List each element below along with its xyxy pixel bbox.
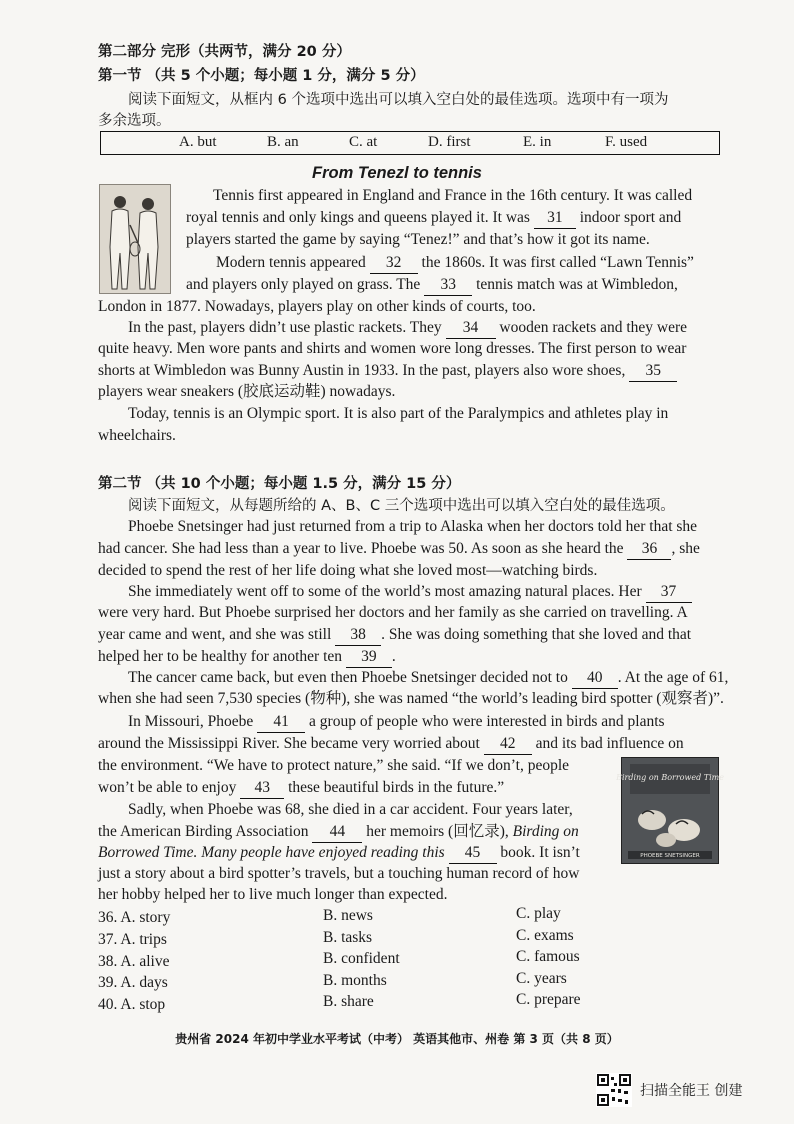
p3-line-4: players wear sneakers (胶底运动鞋) nowadays. xyxy=(98,383,396,400)
passage-title: From Tenezl to tennis xyxy=(312,164,482,182)
p4-line-2: wheelchairs. xyxy=(98,427,176,444)
blank-31[interactable]: 31 xyxy=(534,208,576,229)
choice-38-b[interactable]: B. confident xyxy=(323,950,400,967)
choice-37-c[interactable]: C. exams xyxy=(516,927,574,944)
p3-line-2: quite heavy. Men wore pants and shirts and women wore long dresses. The first person to wear xyxy=(98,340,687,357)
option-b: B. an xyxy=(267,134,299,150)
blank-42[interactable]: 42 xyxy=(484,734,532,755)
blank-36[interactable]: 36 xyxy=(627,539,671,560)
option-f: F. used xyxy=(605,134,648,150)
blank-33[interactable]: 33 xyxy=(424,275,472,296)
choice-40-c[interactable]: C. prepare xyxy=(516,991,581,1008)
s2-p1-line-3: decided to spend the rest of her life doing what she loved most—watching birds. xyxy=(98,562,598,579)
section1-instruction-cont: 多余选项。 xyxy=(98,113,171,129)
s2-p5-line-5: her hobby helped her to live much longer than expected. xyxy=(98,886,448,903)
p1-line-2: royal tennis and only kings and queens played it. It was 31 indoor sport and xyxy=(186,208,681,229)
s2-p2-line-4: helped her to be healthy for another ten 39 . xyxy=(98,647,396,668)
p1-line-3: players started the game by saying “Tenez!” and that’s how it got its name. xyxy=(186,231,650,248)
choice-40-b[interactable]: B. share xyxy=(323,993,374,1010)
option-d: D. first xyxy=(428,134,471,150)
scanner-label: 扫描全能王 创建 xyxy=(640,1083,743,1099)
section1-heading: 第一节 （共 5 个小题；每小题 1 分，满分 5 分） xyxy=(98,68,425,84)
scanner-watermark xyxy=(596,1073,742,1107)
choice-36-a[interactable]: 36. A. story xyxy=(98,909,171,926)
p4-line-1: Today, tennis is an Olympic sport. It is also part of the Paralympics and athletes play in xyxy=(128,405,669,422)
blank-34[interactable]: 34 xyxy=(446,318,496,339)
choice-39-b[interactable]: B. months xyxy=(323,972,387,989)
blank-37[interactable]: 37 xyxy=(646,582,692,603)
p3-line-3: shorts at Wimbledon was Bunny Austin in 1933. In the past, players also wore shoes, 35 xyxy=(98,361,677,382)
blank-32[interactable]: 32 xyxy=(370,253,418,274)
p2-line-1: Modern tennis appeared 32 the 1860s. It was first called “Lawn Tennis” xyxy=(216,253,694,274)
s2-p5-line-4: just a story about a bird spotter’s travels, but a touching human record of how xyxy=(98,865,580,882)
choice-39-c[interactable]: C. years xyxy=(516,970,567,987)
option-a: A. but xyxy=(179,134,217,150)
p3-line-1: In the past, players didn’t use plastic rackets. They 34 wooden rackets and they were xyxy=(128,318,687,339)
part2-heading: 第二部分 完形（共两节，满分 20 分） xyxy=(98,44,351,60)
page-footer: 贵州省 2024 年初中学业水平考试（中考） 英语其他市、州卷 第 3 页（共 8 页） xyxy=(175,1032,619,1046)
s2-p5-line-1: Sadly, when Phoebe was 68, she died in a car accident. Four years later, xyxy=(128,801,573,818)
section2-heading: 第二节 （共 10 个小题；每小题 1.5 分，满分 15 分） xyxy=(98,476,461,492)
options-box xyxy=(100,131,720,155)
s2-p2-line-2: were very hard. But Phoebe surprised her doctors and her family as she carried on travelling. A xyxy=(98,604,688,621)
s2-p4-line-3: the environment. “We have to protect nature,” she said. “If we don’t, people xyxy=(98,757,570,774)
option-c: C. at xyxy=(349,134,378,150)
choice-36-c[interactable]: C. play xyxy=(516,905,561,922)
p2-line-3: London in 1877. Nowadays, players play on other kinds of courts, too. xyxy=(98,298,536,315)
choice-38-a[interactable]: 38. A. alive xyxy=(98,953,170,970)
s2-p4-line-2: around the Mississippi River. She became very worried about 42 and its bad influence on xyxy=(98,734,684,755)
s2-p1-line-1: Phoebe Snetsinger had just returned from a trip to Alaska when her doctors told her that she xyxy=(128,518,698,535)
blank-40[interactable]: 40 xyxy=(572,668,618,689)
s2-p1-line-2: had cancer. She had less than a year to live. Phoebe was 50. As soon as she heard the 36 , she xyxy=(98,539,700,560)
book-cover-author: PHOEBE SNETSINGER xyxy=(640,853,700,859)
choice-36-b[interactable]: B. news xyxy=(323,907,373,924)
s2-p3-line-1: The cancer came back, but even then Phoebe Snetsinger decided not to 40 . At the age of 61, xyxy=(128,668,728,689)
choice-37-b[interactable]: B. tasks xyxy=(323,929,373,946)
section1-instruction: 阅读下面短文，从框内 6 个选项中选出可以填入空白处的最佳选项。选项中有一项为 xyxy=(128,92,669,108)
s2-p2-line-3: year came and went, and she was still 38 . She was doing something that she loved and that xyxy=(98,625,691,646)
choice-39-a[interactable]: 39. A. days xyxy=(98,974,168,991)
s2-p5-line-3: Borrowed Time. Many people have enjoyed reading this 45 book. It isn’t xyxy=(98,843,580,864)
blank-45[interactable]: 45 xyxy=(449,843,497,864)
blank-44[interactable]: 44 xyxy=(312,822,362,843)
s2-p2-line-1: She immediately went off to some of the world’s most amazing natural places. Her 37 xyxy=(128,582,692,603)
blank-38[interactable]: 38 xyxy=(335,625,381,646)
s2-p3-line-2: when she had seen 7,530 species (物种), she was named “the world’s leading bird spotter (观察者)”. xyxy=(98,690,724,707)
s2-p4-line-1: In Missouri, Phoebe 41 a group of people who were interested in birds and plants xyxy=(128,712,665,733)
s2-p4-line-4: won’t be able to enjoy 43 these beautiful birds in the future.” xyxy=(98,778,504,799)
tennis-players-photo xyxy=(99,184,171,294)
blank-41[interactable]: 41 xyxy=(257,712,305,733)
choice-40-a[interactable]: 40. A. stop xyxy=(98,996,166,1013)
section2-instruction: 阅读下面短文，从每题所给的 A、B、C 三个选项中选出可以填入空白处的最佳选项。 xyxy=(128,498,675,514)
book-cover-title: Birding on Borrowed Time xyxy=(616,773,724,782)
option-e: E. in xyxy=(523,134,552,150)
p1-line-1: Tennis first appeared in England and France in the 16th century. It was called xyxy=(213,187,693,204)
blank-43[interactable]: 43 xyxy=(240,778,284,799)
book-cover-image xyxy=(616,757,724,864)
s2-p5-line-2: the American Birding Association 44 her memoirs (回忆录), Birding on xyxy=(98,822,579,843)
choice-37-a[interactable]: 37. A. trips xyxy=(98,931,167,948)
p2-line-2: and players only played on grass. The 33 tennis match was at Wimbledon, xyxy=(186,275,678,296)
blank-35[interactable]: 35 xyxy=(629,361,677,382)
qr-code-icon xyxy=(596,1073,632,1107)
blank-39[interactable]: 39 xyxy=(346,647,392,668)
choice-38-c[interactable]: C. famous xyxy=(516,948,580,965)
